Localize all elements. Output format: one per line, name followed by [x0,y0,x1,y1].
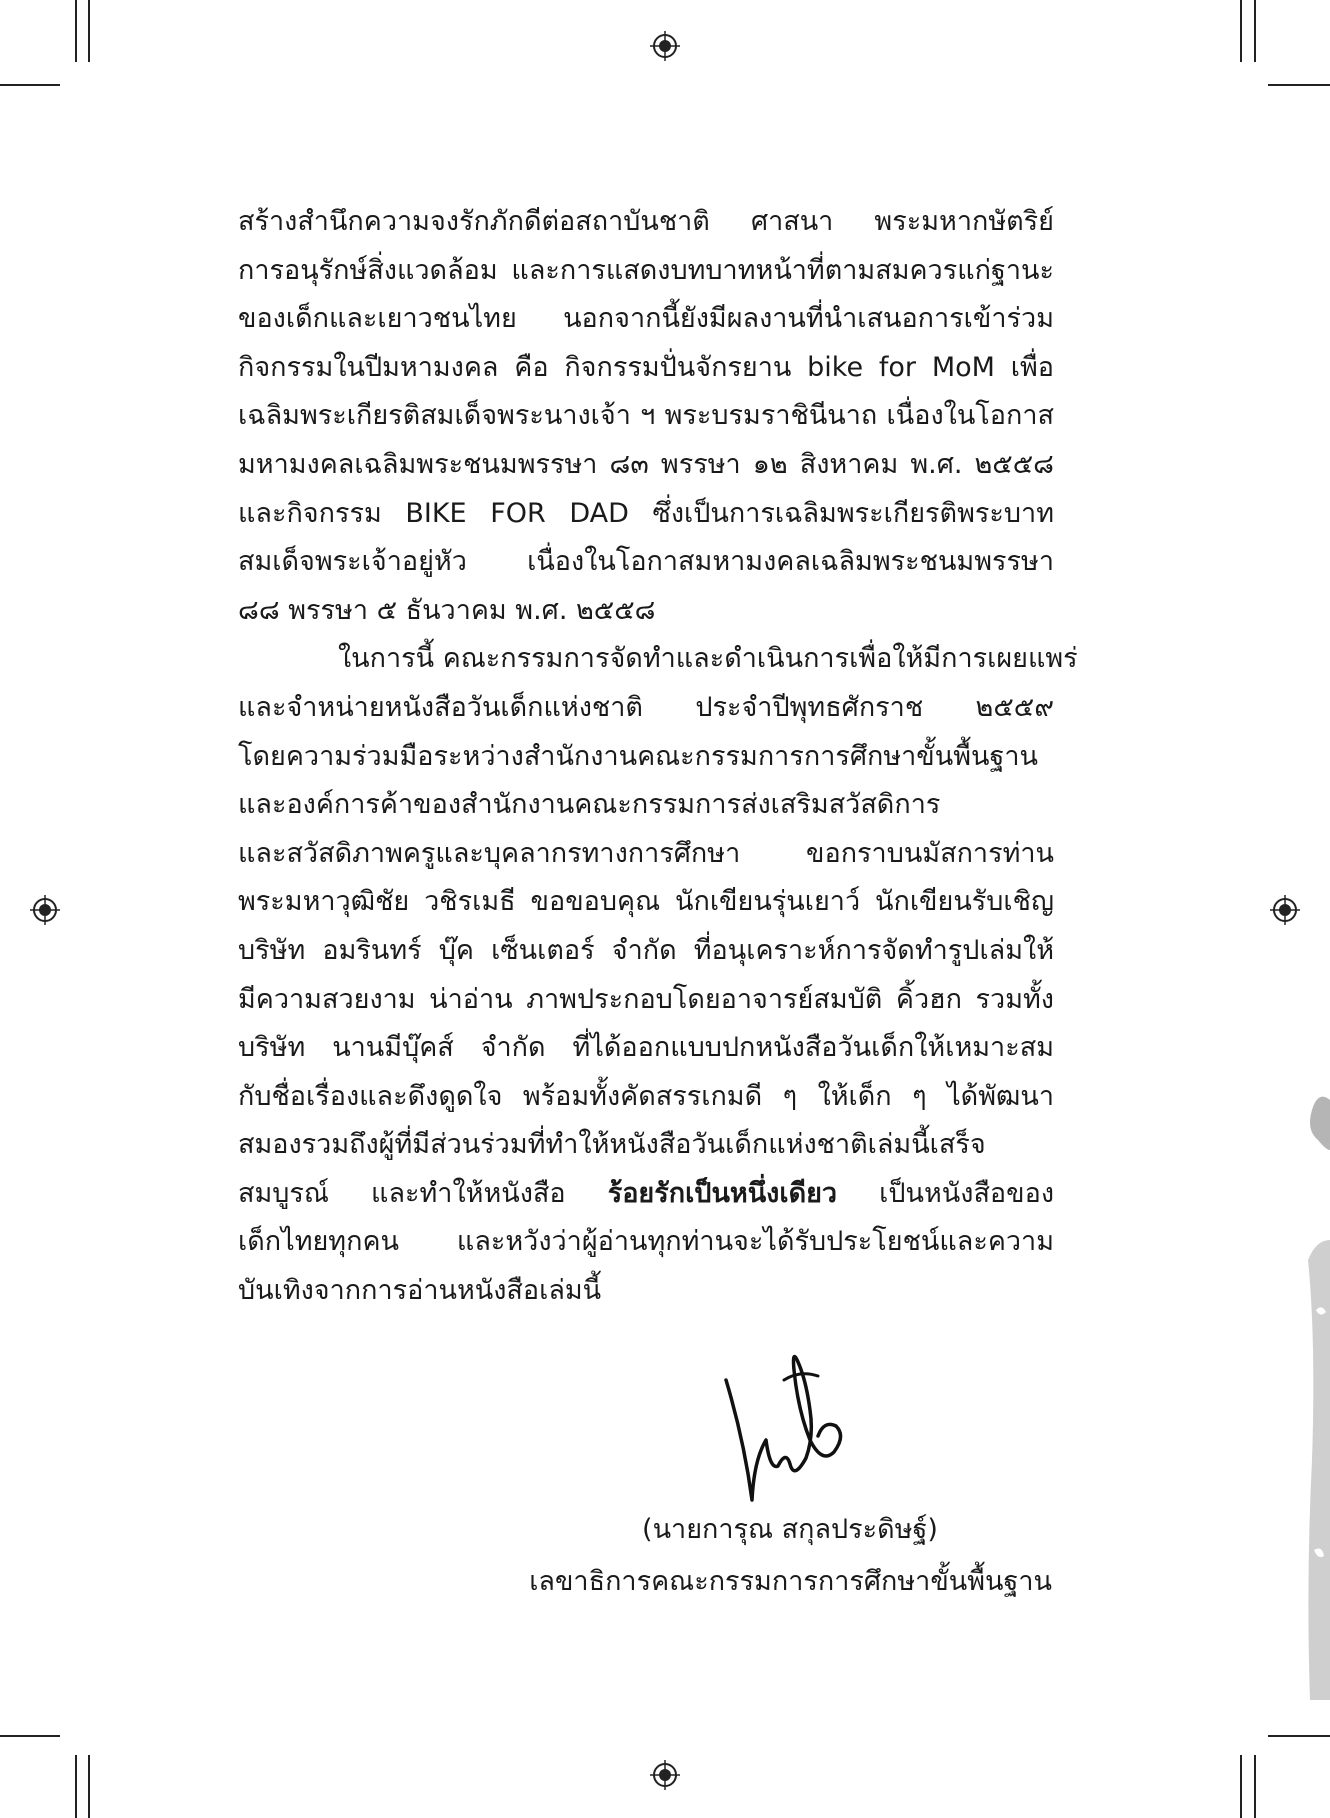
signature [714,1340,864,1510]
crop-mark [1240,0,1242,62]
body-line: โดยความร่วมมือระหว่างสำนักงานคณะกรรมการการศึกษาขั้นพื้นฐาน [238,740,1038,772]
crop-mark [1268,1735,1330,1737]
body-line: สมองรวมถึงผู้ที่มีส่วนร่วมที่ทำให้หนังสือวันเด็กแห่งชาติเล่มนี้เสร็จ [238,1129,986,1161]
crop-mark [1254,0,1256,62]
body-line: บันเทิงจากการอ่านหนังสือเล่มนี้ [238,1275,602,1307]
registration-mark-bottom [650,1760,680,1790]
body-line: ของเด็กและเยาวชนไทย นอกจากนี้ยังมีผลงานที่นำเสนอการเข้าร่วม [238,303,1054,335]
book-title: ร้อยรักเป็นหนึ่งเดียว [607,1177,838,1209]
crop-mark [0,84,60,86]
body-line: และกิจกรรม BIKE FOR DAD ซึ่งเป็นการเฉลิมพระเกียรติพระบาท [238,497,1054,529]
crop-mark [88,0,90,62]
body-line: บริษัท นานมีบุ๊คส์ จำกัด ที่ได้ออกแบบปกหนังสือวันเด็กให้เหมาะสม [238,1032,1054,1064]
body-line: กับชื่อเรื่องและดึงดูดใจ พร้อมทั้งคัดสรรเกมดี ๆ ให้เด็ก ๆ ได้พัฒนา [238,1080,1054,1112]
body-line: กิจกรรมในปีมหามงคล คือ กิจกรรมปั่นจักรยาน bike for MoM เพื่อ [238,351,1054,383]
crop-mark [75,0,77,62]
body-line: มีความสวยงาม น่าอ่าน ภาพประกอบโดยอาจารย์สมบัติ คิ้วฮก รวมทั้ง [238,983,1054,1015]
crop-mark [0,1735,60,1737]
body-line: สร้างสำนึกความจงรักภักดีต่อสถาบันชาติ ศาสนา พระมหากษัตริย์ [238,206,1054,237]
body-line: ๘๘ พรรษา ๕ ธันวาคม พ.ศ. ๒๕๕๘ [238,594,656,626]
crop-mark [75,1755,77,1818]
body-line: และองค์การค้าของสำนักงานคณะกรรมการส่งเสริมสวัสดิการ [238,789,941,821]
line-text-after-title: เป็นหนังสือของ [837,1177,1055,1209]
crop-mark [1268,84,1330,86]
body-line: บริษัท อมรินทร์ บุ๊ค เซ็นเตอร์ จำกัด ที่อนุเคราะห์การจัดทำรูปเล่มให้ [238,934,1054,966]
body-line: เด็กไทยทุกคน และหวังว่าผู้อ่านทุกท่านจะได้รับประโยชน์และความ [238,1226,1054,1258]
crop-mark [1254,1755,1256,1818]
body-line-with-title [238,1170,1054,1219]
body-line: การอนุรักษ์สิ่งแวดล้อม และการแสดงบทบาทหน้าที่ตามสมควรแก่ฐานะ [238,254,1054,286]
body-line: สมเด็จพระเจ้าอยู่หัว เนื่องในโอกาสมหามงคลเฉลิมพระชนมพรรษา [238,546,1054,578]
body-line: และสวัสดิภาพครูและบุคลากรทางการศึกษา ขอกราบนมัสการท่าน [238,837,1054,869]
crop-mark [1240,1755,1242,1818]
registration-mark-right [1270,895,1300,925]
signer-title: เลขาธิการคณะกรรมการการศึกษาขั้นพื้นฐาน [529,1566,1052,1597]
line-text-before-title: สมบูรณ์ และทำให้หนังสือ [238,1177,608,1209]
side-decoration [1260,1080,1330,1700]
signer-name: (นายการุณ สกุลประดิษฐ์) [642,1514,938,1545]
registration-mark-left [30,895,60,925]
body-line: มหามงคลเฉลิมพระชนมพรรษา ๘๓ พรรษา ๑๒ สิงหาคม พ.ศ. ๒๕๕๘ [238,448,1054,480]
crop-mark [88,1755,90,1818]
letter-body [238,198,1078,1316]
paragraph-start-line: ในการนี้ คณะกรรมการจัดทำและดำเนินการเพื่อให้มีการเผยแพร่ [338,643,1078,675]
body-line: พระมหาวุฒิชัย วชิรเมธี ขอขอบคุณ นักเขียนรุ่นเยาว์ นักเขียนรับเชิญ [238,886,1054,918]
body-line: และจำหน่ายหนังสือวันเด็กแห่งชาติ ประจำปีพุทธศักราช ๒๕๕๙ [238,691,1054,723]
registration-mark-top [650,31,680,61]
body-line: เฉลิมพระเกียรติสมเด็จพระนางเจ้า ฯ พระบรมราชินีนาถ เนื่องในโอกาส [238,400,1054,432]
